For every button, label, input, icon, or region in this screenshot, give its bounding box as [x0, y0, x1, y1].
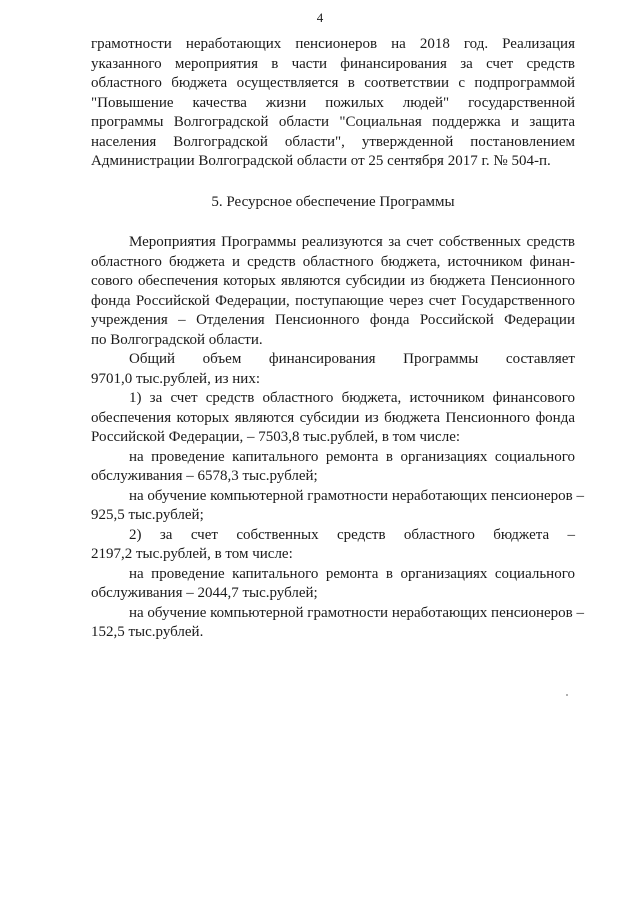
text-line: Общий объем финансирования Программы составляет	[129, 351, 575, 367]
paragraph-item-1	[91, 389, 575, 448]
text-line: Мероприятия Программы реализуются за счет собственных средств	[129, 234, 575, 250]
text-line: 1) за счет средств областного бюджета, источником финансового	[129, 390, 575, 406]
intro-paragraph	[91, 35, 575, 172]
text-line: обслуживания – 6578,3 тыс.рублей;	[91, 468, 318, 484]
text-line: населения Волгоградской области", утвержденной постановлением	[91, 133, 575, 150]
text-line: "Повышение качества жизни пожилых людей" государственной	[91, 94, 575, 111]
section-heading: 5. Ресурсное обеспечение Программы	[211, 193, 455, 210]
paragraph-funding-sources	[91, 233, 575, 350]
text-line: Администрации Волгоградской области от 25 сентября 2017 г. № 504-п.	[91, 153, 551, 169]
text-line: 2197,2 тыс.рублей, в том числе:	[91, 546, 293, 562]
text-line: фонда Российской Федерации, поступающие через счет Государственного	[91, 292, 575, 309]
text-line: учреждения – Отделения Пенсионного фонда Российской Федерации	[91, 312, 575, 328]
paragraph-item-2-repair	[91, 565, 575, 604]
paragraph-item-2	[91, 526, 575, 565]
text-line: указанного мероприятия в части финансирования за счет средств	[91, 55, 575, 72]
text-line: 9701,0 тыс.рублей, из них:	[91, 370, 260, 387]
page-number: 4	[316, 10, 324, 25]
text-line: 2) за счет собственных средств областного бюджета –	[129, 526, 575, 543]
paragraph-total-volume	[91, 350, 575, 389]
paragraph-item-2-training	[91, 604, 584, 643]
text-line: сового обеспечения которых являются субсидии из бюджета Пенсионного	[91, 273, 575, 289]
text-line: программы Волгоградской области "Социальная поддержка и защита	[91, 114, 575, 130]
paragraph-item-1-training	[91, 487, 584, 526]
scan-speck	[566, 694, 568, 696]
document-body	[91, 35, 584, 643]
text-line: грамотности неработающих пенсионеров на 2018 год. Реализация	[91, 36, 575, 52]
text-line: на обучение компьютерной грамотности неработающих пенсионеров –	[129, 487, 584, 504]
text-line: 152,5 тыс.рублей.	[91, 624, 204, 640]
text-line: обеспечения которых являются субсидии из бюджета Пенсионного фонда	[91, 409, 575, 426]
paragraph-item-1-repair	[91, 448, 575, 487]
text-line: на проведение капитального ремонта в организациях социального	[129, 448, 575, 465]
text-line: 925,5 тыс.рублей;	[91, 507, 204, 523]
text-line: на обучение компьютерной грамотности неработающих пенсионеров –	[129, 604, 584, 621]
text-line: Российской Федерации, – 7503,8 тыс.рублей, в том числе:	[91, 429, 461, 445]
text-line: обслуживания – 2044,7 тыс.рублей;	[91, 585, 318, 601]
text-line: областного бюджета осуществляется в соответствии с подпрограммой	[91, 75, 575, 91]
text-line: областного бюджета и средств областного бюджета, источником финан-	[91, 253, 575, 270]
text-line: на проведение капитального ремонта в организациях социального	[129, 565, 575, 582]
text-line: по Волгоградской области.	[91, 331, 263, 348]
